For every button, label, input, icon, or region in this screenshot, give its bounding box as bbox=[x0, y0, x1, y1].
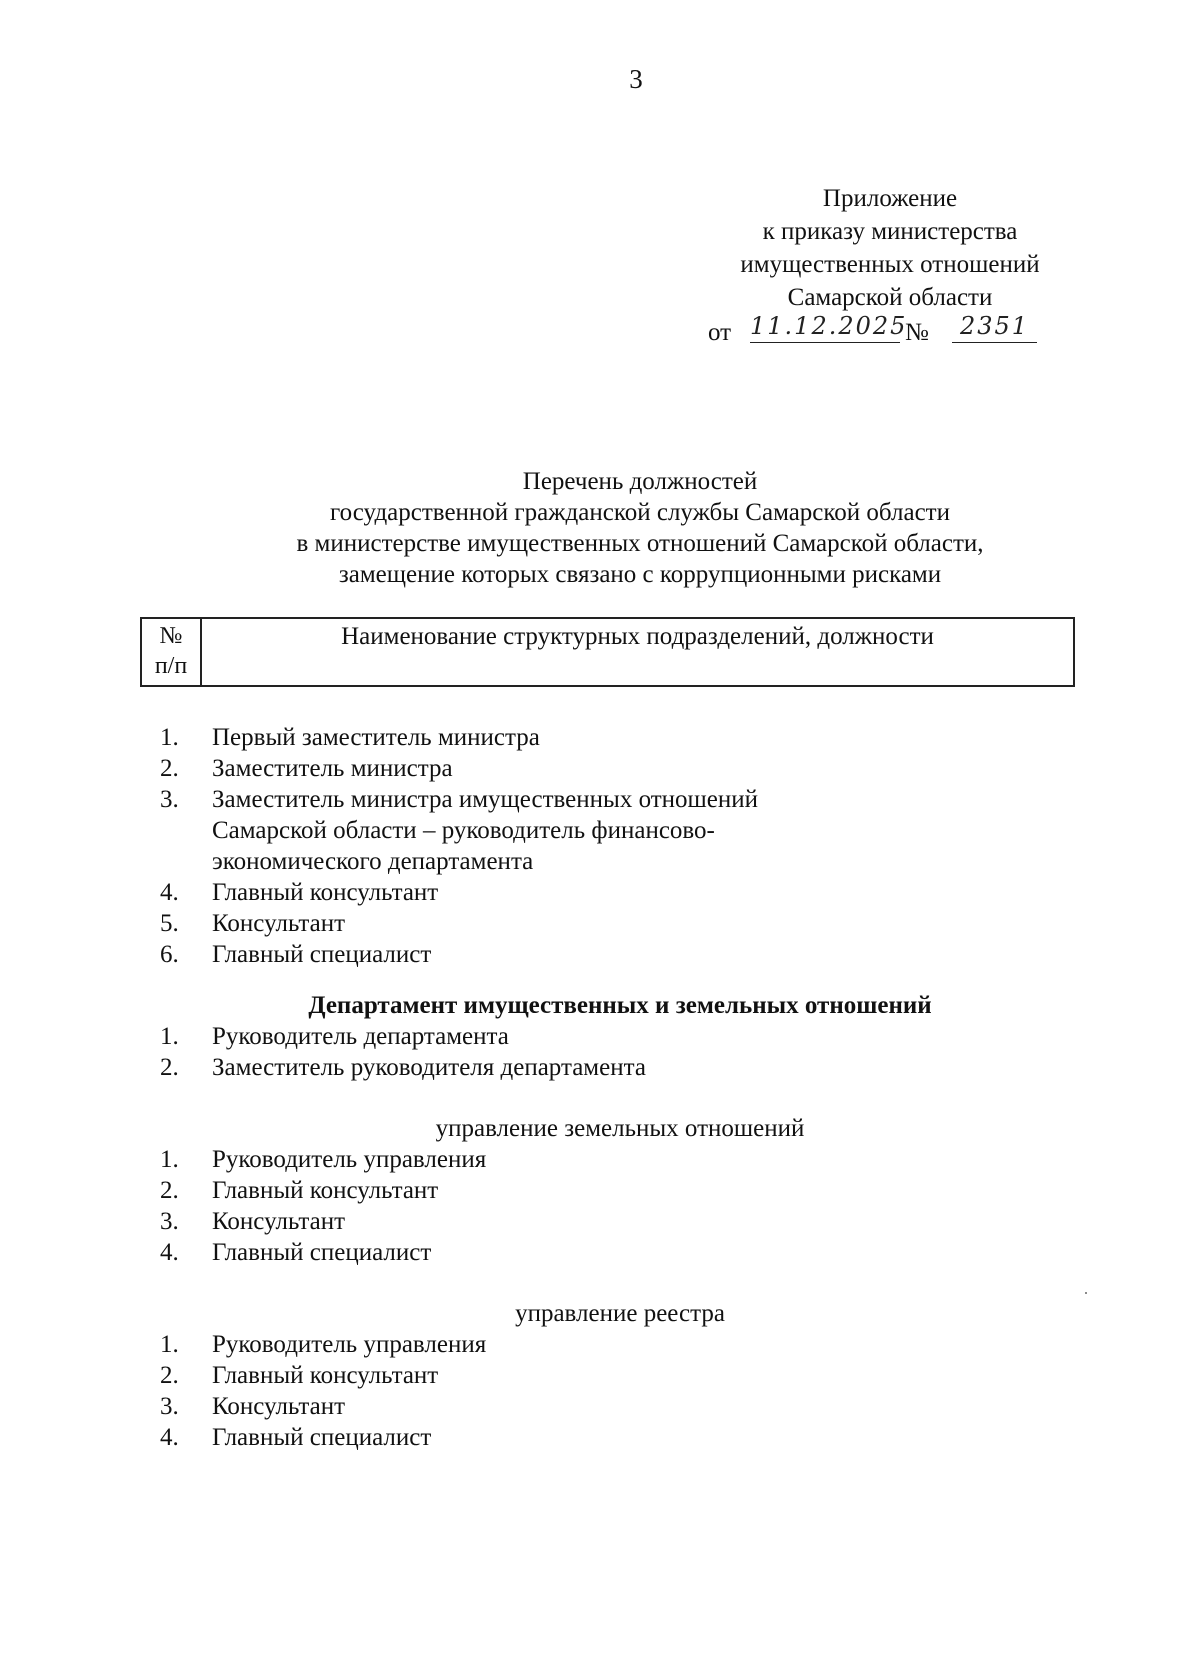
list-item-text: Консультант bbox=[212, 1208, 346, 1235]
list-item bbox=[160, 1422, 1080, 1453]
list-item-number: 1. bbox=[160, 724, 179, 751]
list-item bbox=[160, 1206, 1080, 1237]
list-item-text: Главный специалист bbox=[212, 1239, 432, 1266]
list-item-text: Консультант bbox=[212, 1393, 346, 1420]
section-heading: Департамент имущественных и земельных отношений bbox=[308, 992, 932, 1019]
list-item bbox=[160, 877, 1080, 908]
list-item-text: Консультант bbox=[212, 910, 346, 937]
list-item-text: Заместитель министра имущественных отношений Самарской области – руководитель финансово- экономического департамента bbox=[212, 786, 759, 875]
column-header-name: Наименование структурных подразделений, должности bbox=[341, 623, 934, 650]
list-item bbox=[160, 939, 1080, 970]
appendix-line: к приказу министерства bbox=[762, 218, 1018, 245]
document-title bbox=[40, 466, 1200, 590]
list-item-number: 4. bbox=[160, 1239, 179, 1266]
appendix-title: Приложение bbox=[822, 185, 958, 212]
handwritten-number: 2351 bbox=[952, 310, 1037, 343]
title-line: замещение которых связано с коррупционными рисками bbox=[338, 561, 942, 588]
list-item bbox=[160, 753, 1080, 784]
appendix-block bbox=[680, 182, 1100, 350]
list-item-text: Главный специалист bbox=[212, 1424, 432, 1451]
list-item-number: 3. bbox=[160, 1208, 179, 1235]
list-item-number: 1. bbox=[160, 1331, 179, 1358]
top-positions-list bbox=[160, 722, 1080, 970]
list-item bbox=[160, 1144, 1080, 1175]
handwritten-date: 11.12.2025 bbox=[750, 310, 900, 343]
order-reference bbox=[680, 314, 1100, 350]
list-item bbox=[160, 722, 1080, 753]
list-item bbox=[160, 1175, 1080, 1206]
department-positions-list bbox=[160, 1021, 1080, 1083]
list-item-text: Главный специалист bbox=[212, 941, 432, 968]
list-item-text: Первый заместитель министра bbox=[212, 724, 540, 751]
registry-division-positions-list bbox=[160, 1329, 1080, 1453]
table-header bbox=[140, 617, 1075, 687]
list-item bbox=[160, 908, 1080, 939]
appendix-line: Самарской области bbox=[787, 284, 993, 311]
title-line: государственной гражданской службы Самарской области bbox=[330, 499, 950, 526]
list-item bbox=[160, 784, 1080, 877]
section-heading: управление земельных отношений bbox=[435, 1115, 805, 1142]
list-item bbox=[160, 1052, 1080, 1083]
list-item-text: Главный консультант bbox=[212, 879, 439, 906]
list-item-number: 3. bbox=[160, 786, 179, 813]
list-item-text: Главный консультант bbox=[212, 1362, 439, 1389]
list-item bbox=[160, 1237, 1080, 1268]
list-item-text: Заместитель министра bbox=[212, 755, 453, 782]
list-item-text: Заместитель руководителя департамента bbox=[212, 1054, 646, 1081]
number-label: № bbox=[905, 319, 929, 346]
list-item-number: 2. bbox=[160, 1177, 179, 1204]
title-line: в министерстве имущественных отношений Самарской области, bbox=[296, 530, 984, 557]
list-item bbox=[160, 1360, 1080, 1391]
list-item bbox=[160, 1329, 1080, 1360]
list-item-number: 1. bbox=[160, 1146, 179, 1173]
land-division-positions-list bbox=[160, 1144, 1080, 1268]
list-item-number: 4. bbox=[160, 879, 179, 906]
section-heading: управление реестра bbox=[515, 1300, 725, 1327]
from-label: от bbox=[708, 319, 732, 346]
appendix-line: имущественных отношений bbox=[740, 251, 1040, 278]
list-item-number: 2. bbox=[160, 1054, 179, 1081]
positions-lists bbox=[160, 722, 1080, 1453]
list-item-number: 3. bbox=[160, 1393, 179, 1420]
title-line: Перечень должностей bbox=[522, 468, 758, 495]
list-item-number: 2. bbox=[160, 755, 179, 782]
scan-artifact bbox=[1085, 1292, 1087, 1294]
list-item-text: Руководитель управления bbox=[212, 1331, 487, 1358]
page-number: 3 bbox=[629, 64, 643, 94]
list-item-text: Руководитель департамента bbox=[212, 1023, 509, 1050]
list-item-number: 1. bbox=[160, 1023, 179, 1050]
list-item-number: 2. bbox=[160, 1362, 179, 1389]
list-item bbox=[160, 1021, 1080, 1052]
list-item-number: 5. bbox=[160, 910, 179, 937]
column-header-number: № п/п bbox=[142, 619, 202, 685]
list-item-number: 6. bbox=[160, 941, 179, 968]
list-item bbox=[160, 1391, 1080, 1422]
list-item-text: Главный консультант bbox=[212, 1177, 439, 1204]
list-item-number: 4. bbox=[160, 1424, 179, 1451]
list-item-text: Руководитель управления bbox=[212, 1146, 487, 1173]
